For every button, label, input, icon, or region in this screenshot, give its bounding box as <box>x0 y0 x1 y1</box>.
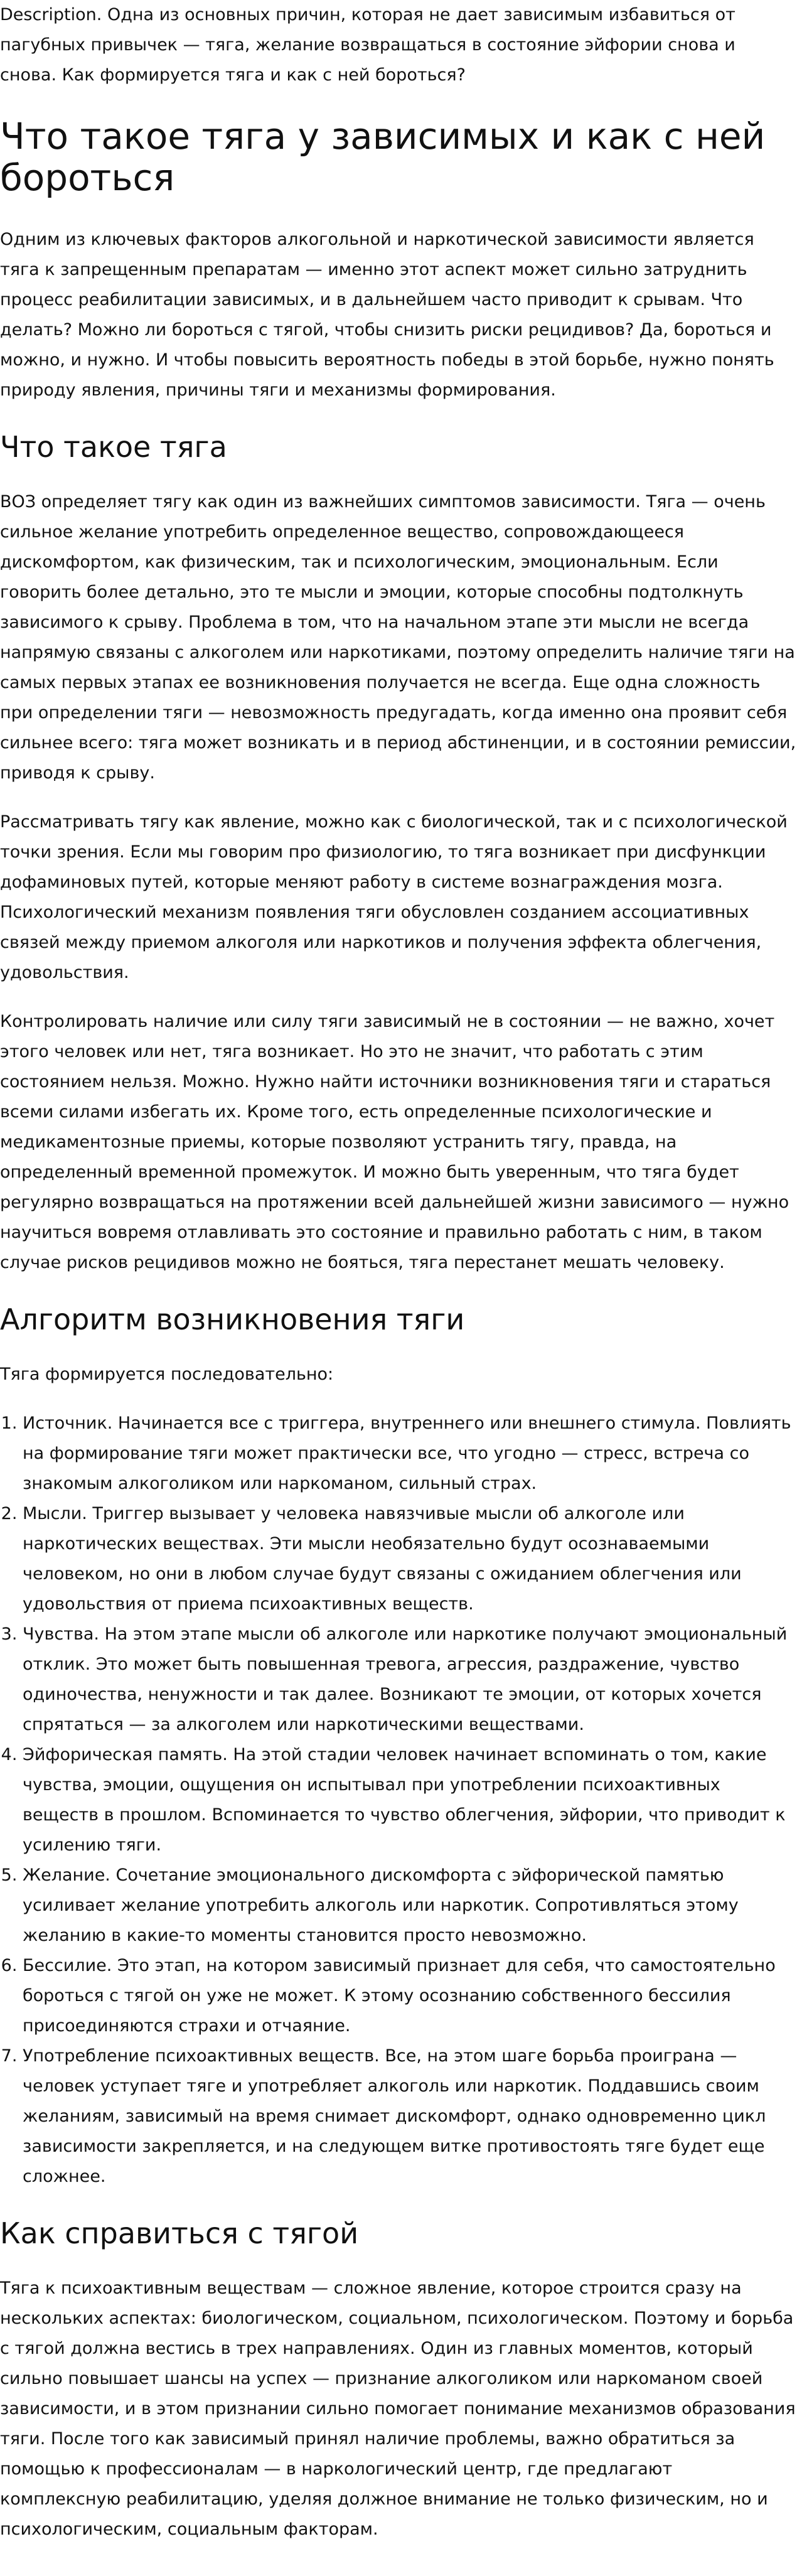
section1-paragraph: ВОЗ определяет тягу как один из важнейших симптомов зависимости. Тяга — очень сильное желание употребить определенное вещество, сопровождающееся дискомфортом, как физическим, так и психологическим, эмоциональным. Если говорить более детально, это те мысли и эмоции, которые способны подтолкнуть зависимого к срыву. Проблема в том, что на начальном этапе эти мысли не всегда напрямую связаны с алкоголем или наркотиками, поэтому определить наличие тяги на самых первых этапах ее возникновения получается не всегда. Еще одна сложность при определении тяги — невозможность предугадать, когда именно она проявит себя сильнее всего: тяга может возникать и в период абстиненции, и в состоянии ремиссии, приводя к срыву. <box>0 492 796 783</box>
section1-paragraph: Рассматривать тягу как явление, можно как с биологической, так и с психологической точки зрения. Если мы говорим про физиологию, то тяга возникает при дисфункции дофаминовых путей, которые меняют работу в системе вознаграждения мозга. Психологический механизм появления тяги обусловлен созданием ассоциативных связей между приемом алкоголя или наркотиков и получения эффекта облегчения, удовольствия. <box>0 812 788 982</box>
list-item: 4. Эйфорическая память. На этой стадии человек начинает вспоминать о том, какие чувства, эмоции, ощущения он испытывал при употреблении психоактивных веществ в прошлом. Вспоминается то чувство облегчения, эйфории, что приводит к усилению тяги. <box>23 1740 797 1860</box>
list-item: 2. Мысли. Триггер вызывает у человека навязчивые мысли об алкоголе или наркотических веществах. Эти мысли необязательно будут осознаваемыми человеком, но они в любом случае будут связаны с ожиданием облегчения или удовольствия от приема психоактивных веществ. <box>23 1499 797 1619</box>
intro-paragraph: Одним из ключевых факторов алкогольной и наркотической зависимости является тяга к запрещенным препаратам — именно этот аспект может сильно затруднить процесс реабилитации зависимых, и в дальнейшем часто приводит к срывам. Что делать? Можно ли бороться с тягой, чтобы снизить риски рецидивов? Да, бороться и можно, и нужно. И чтобы повысить вероятность победы в этой борьбе, нужно понять природу явления, причины тяги и механизмы формирования. <box>0 230 774 400</box>
algorithm-steps-list <box>0 1409 797 2192</box>
list-item: 3. Чувства. На этом этапе мысли об алкоголе или наркотике получают эмоциональный отклик. Это может быть повышенная тревога, агрессия, раздражение, чувство одиночества, ненужности и так далее. Возникают те эмоции, от которых хочется спрятаться — за алкоголем или наркотическими веществами. <box>23 1619 797 1740</box>
section1-paragraph: Контролировать наличие или силу тяги зависимый не в состоянии — не важно, хочет этого человек или нет, тяга возникает. Но это не значит, что работать с этим состоянием нельзя. Можно. Нужно найти источники возникновения тяги и стараться всеми силами избегать их. Кроме того, есть определенные психологические и медикаментозные приемы, которые позволяют устранить тягу, правда, на определенный временной промежуток. И можно быть уверенным, что тяга будет регулярно возвращаться на протяжении всей дальнейшей жизни зависимого — нужно научиться вовремя отлавливать это состояние и правильно работать с ним, в таком случае рисков рецидивов можно не бояться, тяга перестанет мешать человеку. <box>0 1012 789 1272</box>
section2-lead: Тяга формируется последовательно: <box>0 1365 334 1384</box>
list-item: 6. Бессилие. Это этап, на котором зависимый признает для себя, что самостоятельно бороться с тягой он уже не может. К этому осознанию собственного бессилия присоединяются страхи и отчаяние. <box>23 1951 797 2041</box>
description-text: Description. Одна из основных причин, которая не дает зависимым избавиться от пагубных привычек — тяга, желание возвращаться в состояние эйфории снова и снова. Как формируется тяга и как с ней бороться? <box>0 5 735 85</box>
section-heading-algorithm: Алгоритм возникновения тяги <box>0 1302 465 1336</box>
section-heading-how-to-cope: Как справиться с тягой <box>0 2216 359 2250</box>
list-item: 5. Желание. Сочетание эмоционального дискомфорта с эйфорической памятью усиливает желание употребить алкоголь или наркотик. Сопротивляться этому желанию в какие-то моменты становится просто невозможно. <box>23 1860 797 1951</box>
list-item: 7. Употребление психоактивных веществ. Все, на этом шаге борьба проиграна — человек уступает тяге и употребляет алкоголь или наркотик. Поддавшись своим желаниям, зависимый на время снимает дискомфорт, однако одновременно цикл зависимости закрепляется, и на следующем витке противостоять тяге будет еще сложнее. <box>23 2041 797 2192</box>
list-item: 1. Источник. Начинается все с триггера, внутреннего или внешнего стимула. Повлиять на формирование тяги может практически все, что угодно — стресс, встреча со знакомым алкоголиком или наркоманом, сильный страх. <box>23 1409 797 1499</box>
section3-paragraph: Тяга к психоактивным веществам — сложное явление, которое строится сразу на нескольких аспектах: биологическом, социальном, психологическом. Поэтому и борьба с тягой должна вестись в трех направлениях. Один из главных моментов, который сильно повышает шансы на успех — признание алкоголиком или наркоманом своей зависимости, и в этом признании сильно помогает понимание механизмов образования тяги. После того как зависимый принял наличие проблемы, важно обратиться за помощью к профессионалам — в наркологический центр, где предлагают комплексную реабилитацию, уделяя должное внимание не только физическим, но и психологическим, социальным факторам. <box>0 2278 796 2539</box>
section-heading-what-is-craving: Что такое тяга <box>0 430 227 464</box>
page-title: Что такое тяга у зависимых и как с ней бороться <box>0 115 766 199</box>
